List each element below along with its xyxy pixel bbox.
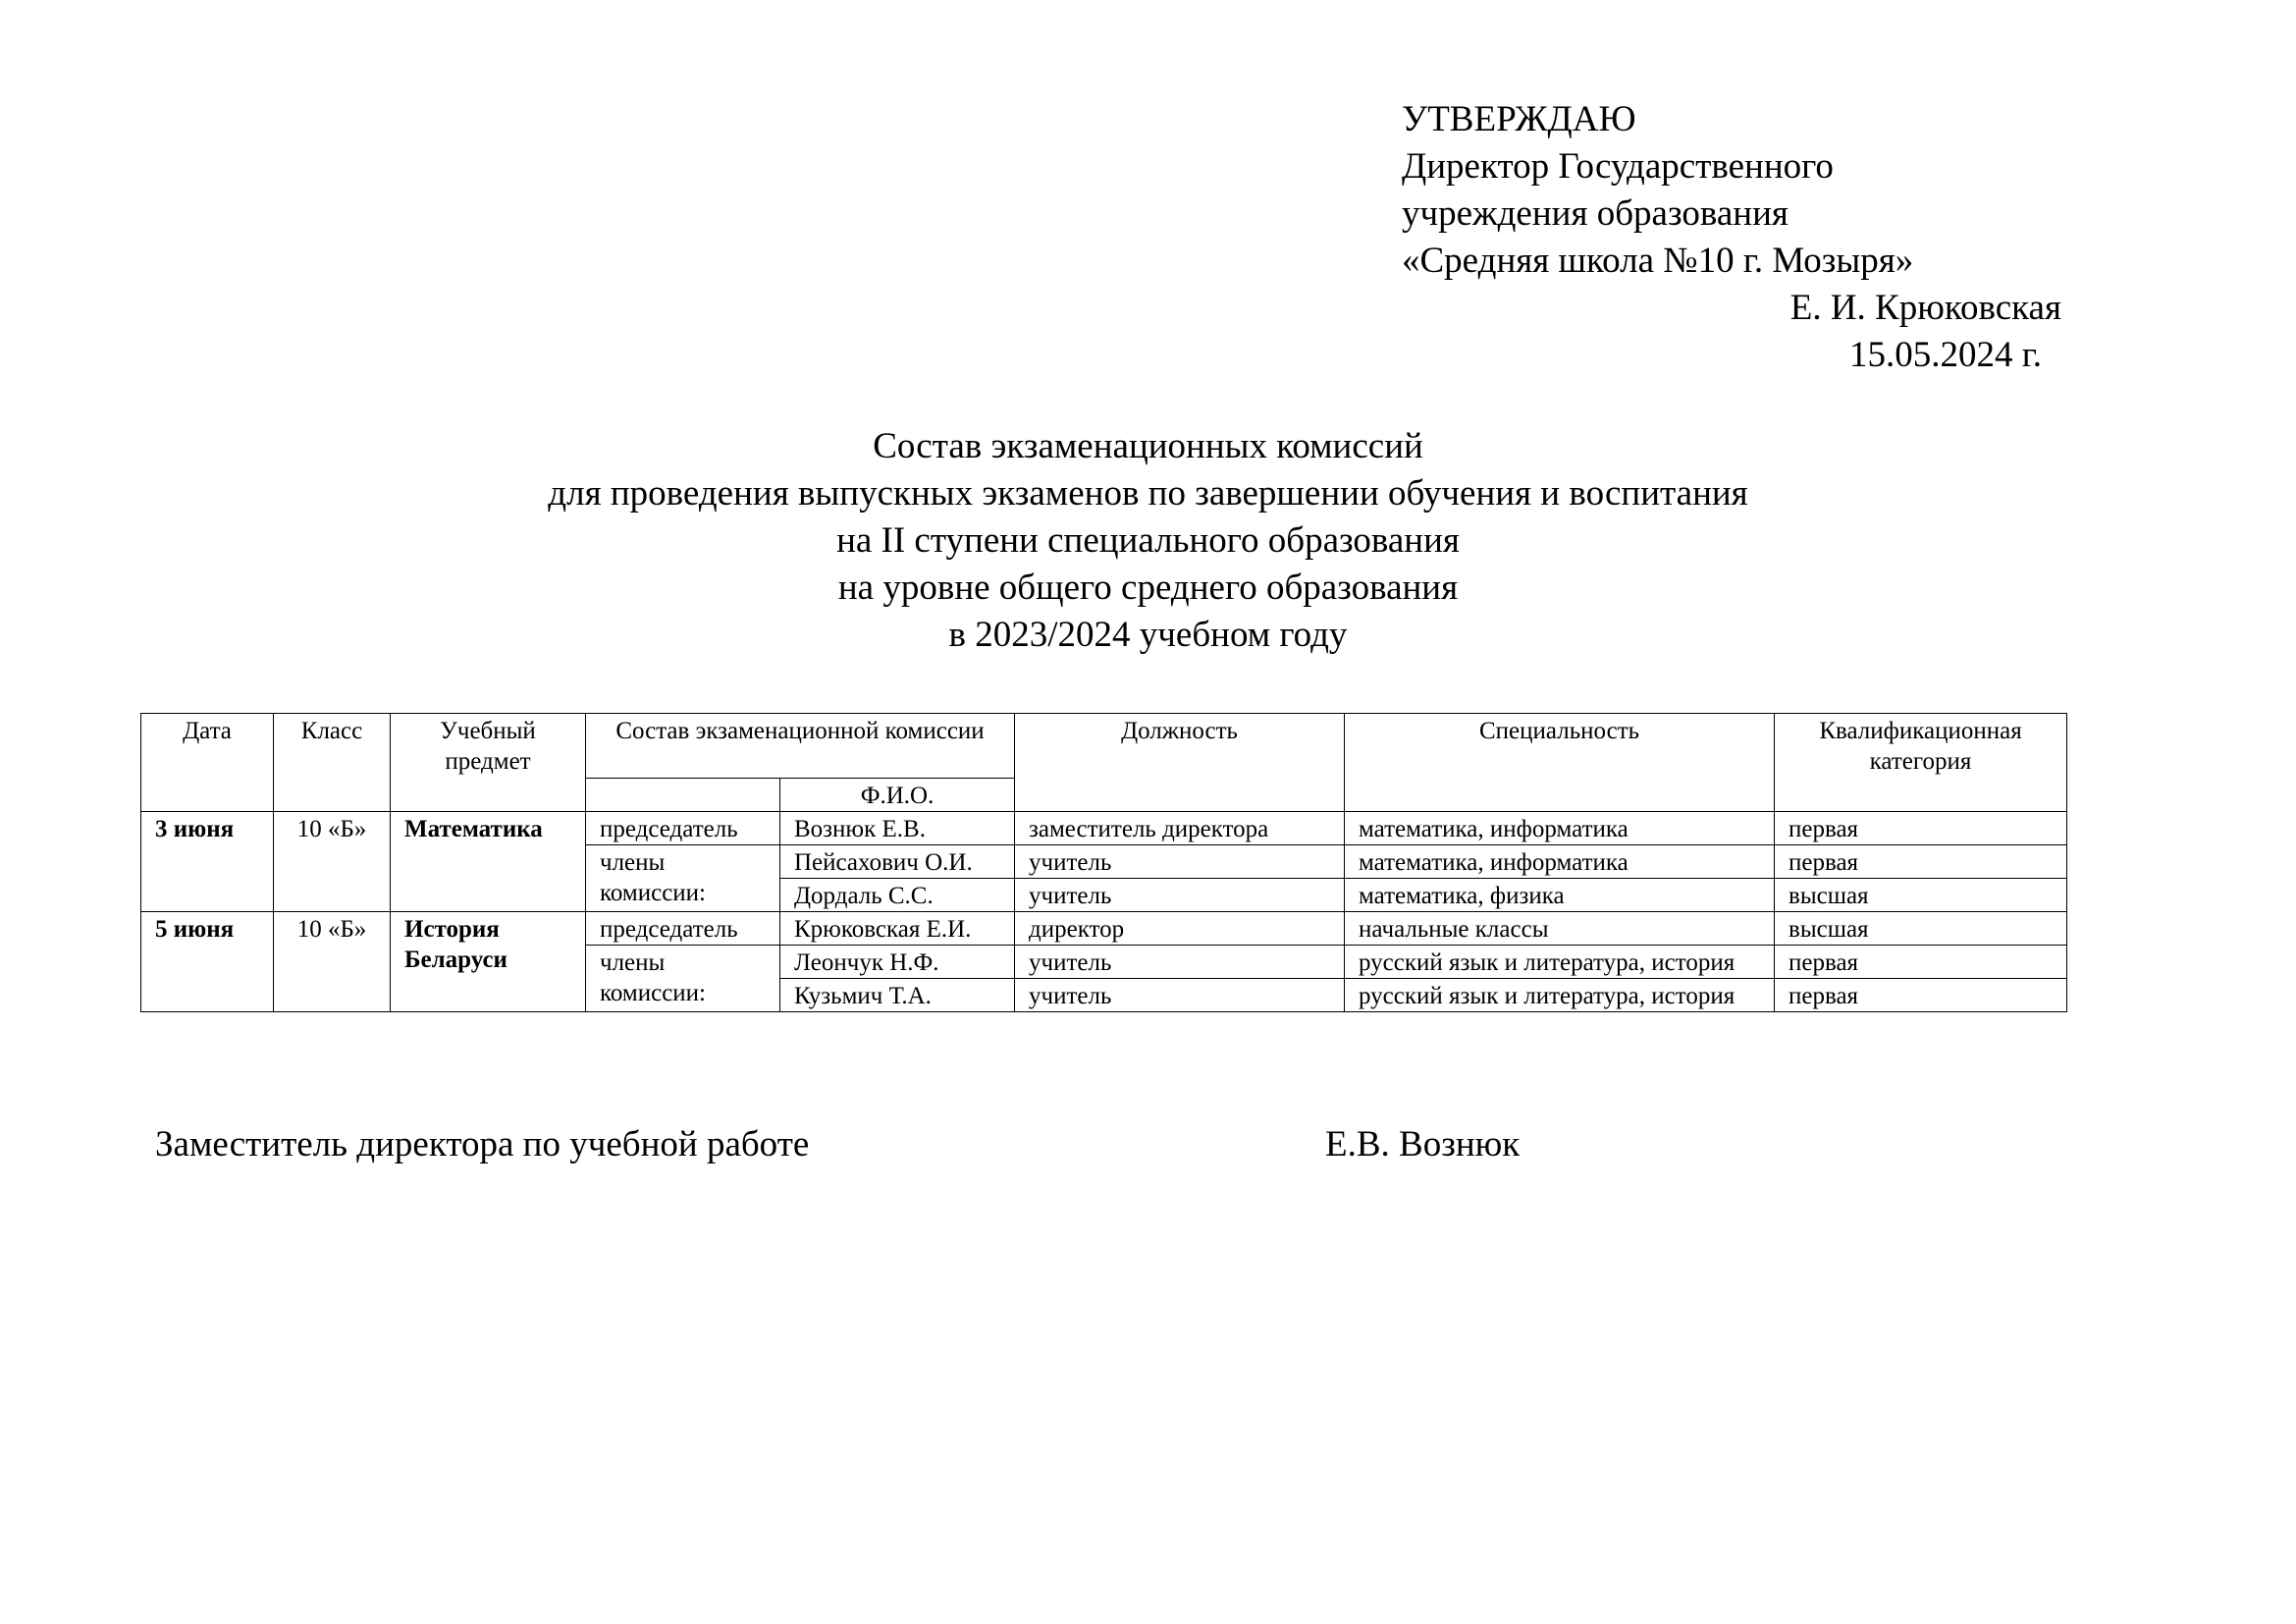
person-name: Кузьмич Т.А. xyxy=(780,979,1015,1012)
person-specialty: математика, информатика xyxy=(1345,812,1775,845)
approval-block xyxy=(1402,96,2061,379)
approval-position-line-3: «Средняя школа №10 г. Мозыря» xyxy=(1402,241,1914,281)
person-name: Пейсахович О.И. xyxy=(780,845,1015,879)
document-title xyxy=(0,423,2296,659)
commission-role-chair: председатель xyxy=(586,812,780,845)
person-name: Вознюк Е.В. xyxy=(780,812,1015,845)
title-line-5: в 2023/2024 учебном году xyxy=(948,615,1348,655)
header-class: Класс xyxy=(274,714,391,812)
person-specialty: русский язык и литература, история xyxy=(1345,979,1775,1012)
person-name: Крюковская Е.И. xyxy=(780,912,1015,946)
person-position: учитель xyxy=(1015,946,1345,979)
exam-class: 10 «Б» xyxy=(274,912,391,1012)
person-category: высшая xyxy=(1775,912,2067,946)
header-position: Должность xyxy=(1015,714,1345,812)
commission-table xyxy=(140,713,2067,1012)
approval-position-line-2: учреждения образования xyxy=(1402,193,1789,234)
exam-subject: Математика xyxy=(391,812,586,912)
person-category: первая xyxy=(1775,946,2067,979)
header-date: Дата xyxy=(141,714,274,812)
exam-date: 3 июня xyxy=(141,812,274,912)
person-specialty: математика, информатика xyxy=(1345,845,1775,879)
approval-signer: Е. И. Крюковская xyxy=(1789,288,2061,328)
header-role-blank xyxy=(586,779,780,812)
footer-name: Е.В. Вознюк xyxy=(1325,1124,1521,1164)
person-specialty: математика, физика xyxy=(1345,879,1775,912)
approval-heading: УТВЕРЖДАЮ xyxy=(1402,99,1636,139)
footer-position: Заместитель директора по учебной работе xyxy=(155,1124,810,1164)
person-category: первая xyxy=(1775,979,2067,1012)
person-position: заместитель директора xyxy=(1015,812,1345,845)
title-line-1: Состав экзаменационных комиссий xyxy=(873,426,1423,466)
person-specialty: начальные классы xyxy=(1345,912,1775,946)
person-name: Леончук Н.Ф. xyxy=(780,946,1015,979)
approval-position-line-1: Директор Государственного xyxy=(1402,146,1834,187)
header-category: Квалификационная категория xyxy=(1775,714,2067,812)
commission-role-members: члены комиссии: xyxy=(586,946,780,1012)
header-subject: Учебный предмет xyxy=(391,714,586,812)
person-category: первая xyxy=(1775,845,2067,879)
person-position: учитель xyxy=(1015,879,1345,912)
table-row xyxy=(141,912,2067,946)
title-line-3: на II ступени специального образования xyxy=(836,520,1460,561)
header-commission: Состав экзаменационной комиссии xyxy=(586,714,1015,779)
person-category: первая xyxy=(1775,812,2067,845)
person-position: учитель xyxy=(1015,845,1345,879)
person-position: директор xyxy=(1015,912,1345,946)
person-category: высшая xyxy=(1775,879,2067,912)
person-specialty: русский язык и литература, история xyxy=(1345,946,1775,979)
commission-role-members: члены комиссии: xyxy=(586,845,780,912)
table-row xyxy=(141,812,2067,845)
person-position: учитель xyxy=(1015,979,1345,1012)
title-line-2: для проведения выпускных экзаменов по завершении обучения и воспитания xyxy=(548,473,1748,514)
header-fio: Ф.И.О. xyxy=(780,779,1015,812)
header-specialty: Специальность xyxy=(1345,714,1775,812)
exam-subject: История Беларуси xyxy=(391,912,586,1012)
approval-date: 15.05.2024 г. xyxy=(1848,335,2042,375)
title-line-4: на уровне общего среднего образования xyxy=(837,568,1459,608)
person-name: Дордаль С.С. xyxy=(780,879,1015,912)
header-row xyxy=(141,714,2067,779)
exam-date: 5 июня xyxy=(141,912,274,1012)
exam-class: 10 «Б» xyxy=(274,812,391,912)
commission-role-chair: председатель xyxy=(586,912,780,946)
